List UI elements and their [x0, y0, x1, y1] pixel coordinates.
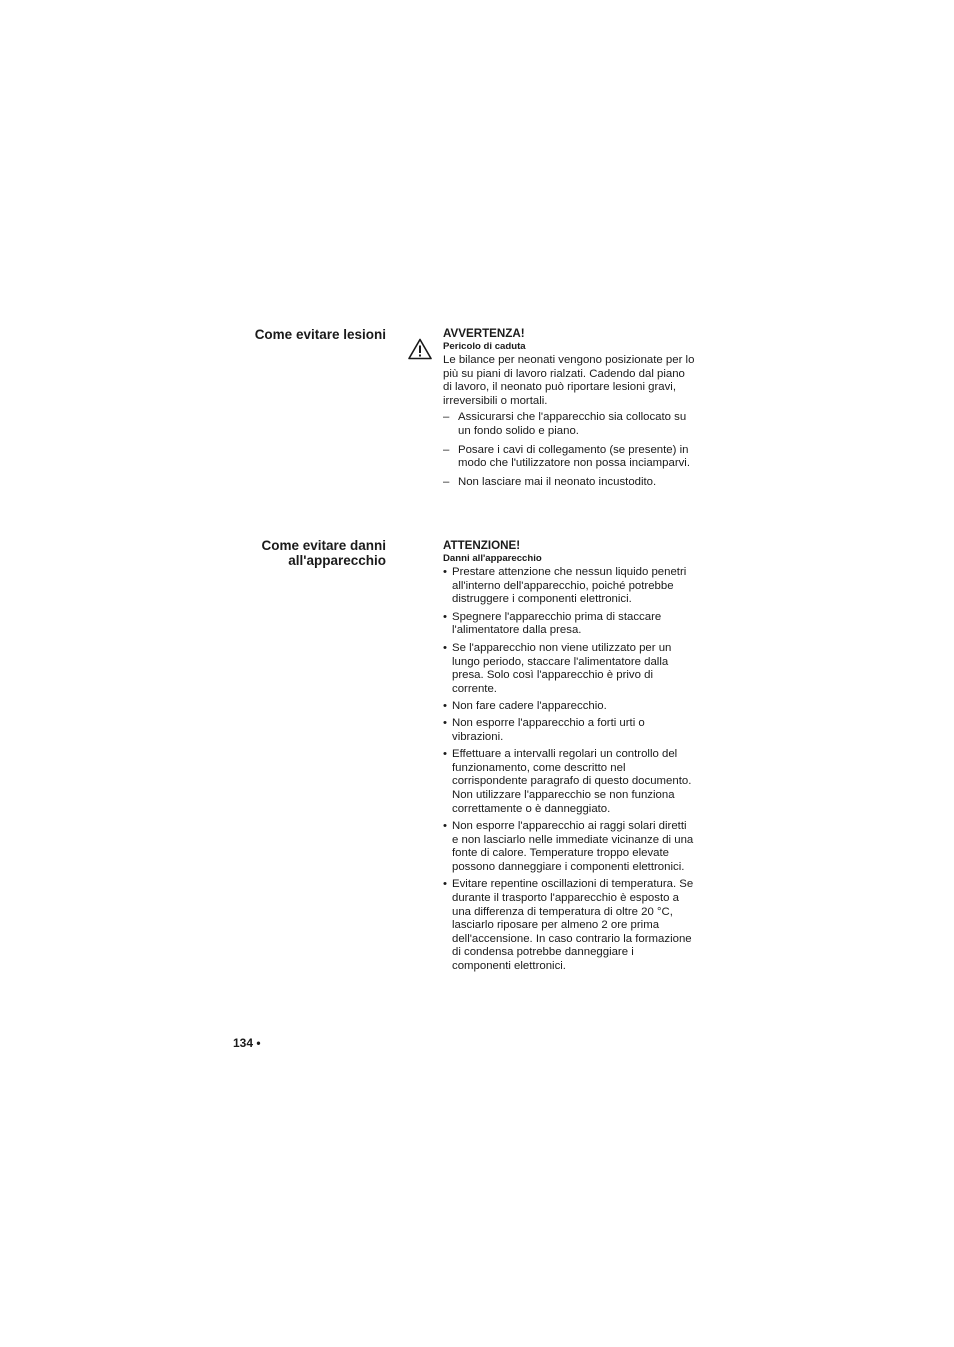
bullet-mark: • [443, 716, 447, 729]
bullet-mark: • [443, 700, 447, 713]
bullet-mark: • [443, 878, 447, 891]
warning-title: AVVERTENZA! [443, 327, 525, 340]
dash-mark: – [443, 443, 450, 456]
list-item: – Non lasciare mai il neonato incustodito. [443, 475, 657, 488]
bullet-mark: • [443, 566, 447, 578]
list-item: • Non esporre l'apparecchio ai raggi solari diretti e non lasciarlo nelle immediate vicinanze di una fonte di calore. Temperature troppo elevate possono danneggiare i componenti elettronici. [443, 820, 694, 873]
caution-list [443, 566, 695, 974]
list-item: – Posare i cavi di collegamento (se presente) in modo che l'utilizzatore non possa inciamparvi. [443, 443, 691, 470]
warning-block [443, 327, 695, 489]
warning-intro: Le bilance per neonati vengono posizionate per lo più su piani di lavoro rialzati. Cadendo dal piano di lavoro, il neonato può riportare lesioni gravi, irreversibili o mortali. [443, 354, 695, 407]
bullet-mark: • [443, 820, 447, 833]
list-item: – Assicurarsi che l'apparecchio sia collocato su un fondo solido e piano. [443, 411, 687, 437]
list-item: • Se l'apparecchio non viene utilizzato per un lungo periodo, staccare l'alimentatore dalla presa. Solo così l'apparecchio è privo di corrente. [443, 641, 672, 695]
caution-subtitle: Danni all'apparecchio [443, 553, 542, 564]
warning-triangle-icon [408, 338, 432, 360]
section-heading-injury: Come evitare lesioni [254, 327, 386, 342]
list-item: • Spegnere l'apparecchio prima di staccare l'alimentatore dalla presa. [443, 610, 662, 637]
list-item: • Evitare repentine oscillazioni di temperatura. Se durante il trasporto l'apparecchio è esposto a una differenza di temperatura di oltre 20 °C, lasciarlo riposare per almeno 2 ore prima dell'accensione. In caso contrario la formazione di condensa potrebbe danneggiare i componenti elettronici. [443, 878, 694, 973]
section-heading-damage: Come evitare danni all'apparecchio [261, 538, 386, 568]
page-number: 134 • [233, 1036, 261, 1050]
list-item: • Non esporre l'apparecchio a forti urti o vibrazioni. [443, 716, 645, 743]
dash-mark: – [443, 411, 450, 424]
list-item: • Effettuare a intervalli regolari un controllo del funzionamento, come descritto nel corrispondente paragrafo di questo documento. Non utilizzare l'apparecchio se non funziona correttamente o è danneggiato. [443, 748, 692, 815]
bullet-mark: • [443, 641, 447, 654]
warning-list [443, 411, 695, 489]
dash-mark: – [443, 475, 450, 488]
list-item: • Prestare attenzione che nessun liquido penetri all'interno dell'apparecchio, poiché potrebbe distruggere i componenti elettronici. [443, 566, 687, 606]
bullet-mark: • [443, 748, 447, 761]
bullet-mark: • [443, 610, 447, 623]
caution-title: ATTENZIONE! [443, 539, 521, 552]
list-item: • Non fare cadere l'apparecchio. [443, 700, 607, 713]
caution-block [443, 539, 695, 974]
warning-subtitle: Pericolo di caduta [443, 341, 526, 352]
